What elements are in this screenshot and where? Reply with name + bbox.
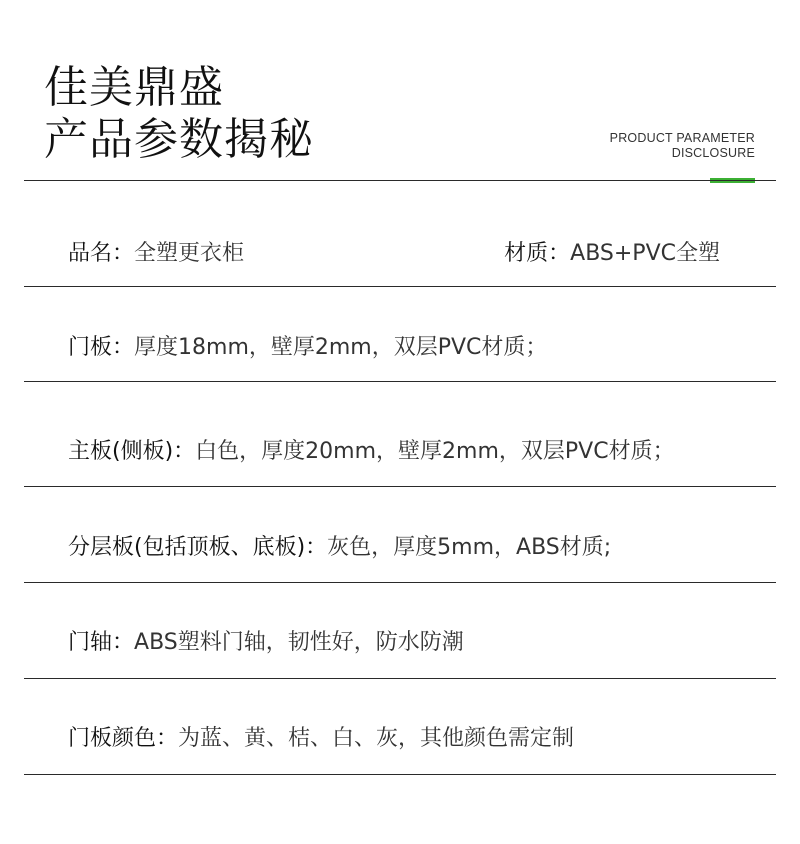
spec-label: 门板： [68,334,135,360]
header-divider [24,180,776,181]
row-divider [24,381,776,382]
row-divider [24,486,776,487]
spec-value: ABS+PVC全塑 [570,240,720,266]
spec-material [504,236,720,267]
english-subtitle-line1: PRODUCT PARAMETER [609,131,755,145]
section-title: 产品参数揭秘 [44,114,314,165]
spec-row-name-material [68,231,760,271]
spec-label: 门轴： [68,629,135,655]
spec-label: 门板颜色： [68,725,179,751]
spec-name [68,236,244,267]
row-divider [24,286,776,287]
row-divider [24,582,776,583]
row-divider [24,774,776,775]
spec-row-hinge [68,620,760,660]
spec-value: 灰色，厚度5mm，ABS材质; [327,534,612,560]
spec-label: 材质： [504,240,571,266]
spec-value: 全塑更衣柜 [134,240,245,266]
brand-name: 佳美鼎盛 [44,62,224,113]
english-subtitle-line2: DISCLOSURE [671,146,755,160]
spec-row-main-panel [68,429,760,469]
spec-value: 厚度18mm，壁厚2mm，双层PVC材质； [134,334,548,360]
spec-label: 分层板(包括顶板、底板)： [68,534,328,560]
spec-value: ABS塑料门轴，韧性好，防水防潮 [134,629,464,655]
spec-label: 品名： [68,240,135,266]
spec-label: 主板(侧板)： [68,438,196,464]
spec-value: 为蓝、黄、桔、白、灰，其他颜色需定制 [178,725,575,751]
spec-row-shelf [68,525,760,565]
page-title [44,62,314,166]
spec-row-door-panel [68,325,760,365]
spec-row-door-color [68,716,760,756]
english-subtitle [610,131,755,161]
row-divider [24,678,776,679]
spec-value: 白色，厚度20mm，壁厚2mm，双层PVC材质； [195,438,675,464]
